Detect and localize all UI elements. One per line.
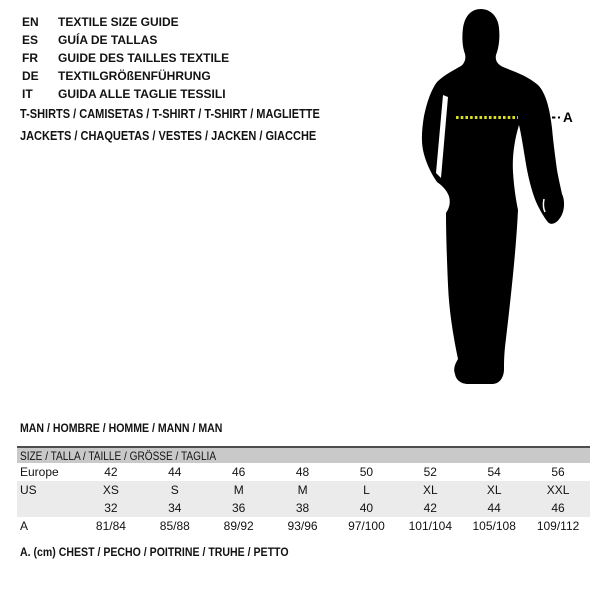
man-silhouette-diagram: [388, 0, 600, 400]
size-cell: 109/112: [536, 519, 580, 533]
language-row-en: [22, 13, 229, 31]
man-silhouette: [422, 9, 564, 384]
language-row-de: [22, 67, 229, 85]
language-code: ES: [22, 33, 39, 47]
language-title: GUIDA ALLE TAGLIE TESSILI: [58, 87, 226, 101]
size-cell: 56: [551, 465, 565, 479]
size-cell: S: [170, 483, 179, 497]
size-table-header-row: [17, 447, 590, 463]
language-list: [22, 13, 229, 103]
language-code: DE: [22, 69, 39, 83]
row-label: A: [20, 519, 29, 533]
size-table-header: SIZE / TALLA / TAILLE / GRÖSSE / TAGLIA: [17, 447, 590, 463]
size-cell: 50: [359, 465, 374, 479]
language-title: GUÍA DE TALLAS: [58, 33, 158, 47]
size-cell: M: [297, 483, 308, 497]
size-cell: 46: [232, 465, 246, 479]
table-row-chest-cm: [17, 517, 590, 535]
size-cell: 48: [295, 465, 310, 479]
table-row-us-letters: [17, 481, 590, 499]
footnote-chest-measure: A. (cm) CHEST / PECHO / POITRINE / TRUHE / PETTO: [20, 545, 289, 559]
size-cell: 38: [295, 501, 310, 515]
size-table: [17, 446, 590, 535]
category-line-jackets: JACKETS / CHAQUETAS / VESTES / JACKEN / GIACCHE: [20, 129, 317, 143]
language-title: TEXTILGRÖßENFÜHRUNG: [58, 69, 211, 83]
language-code: EN: [22, 15, 39, 29]
row-label: [17, 499, 79, 517]
language-row-it: [22, 85, 229, 103]
row-label: Europe: [20, 465, 59, 479]
size-cell: XL: [486, 483, 502, 497]
category-line-tshirts: T-SHIRTS / CAMISETAS / T-SHIRT / T-SHIRT / MAGLIETTE: [20, 107, 320, 121]
size-cell: 89/92: [223, 519, 254, 533]
size-cell: 52: [423, 465, 437, 479]
size-cell: 46: [551, 501, 565, 515]
size-cell: 81/84: [95, 519, 126, 533]
language-row-es: [22, 31, 229, 49]
language-code: IT: [22, 87, 33, 101]
size-cell: 101/104: [408, 519, 452, 533]
size-cell: 44: [168, 465, 182, 479]
size-cell: 42: [423, 501, 437, 515]
language-row-fr: [22, 49, 229, 67]
size-cell: M: [233, 483, 244, 497]
size-cell: XXL: [546, 483, 570, 497]
language-code: FR: [22, 51, 38, 65]
size-cell: 32: [104, 501, 118, 515]
size-cell: 44: [487, 501, 501, 515]
size-cell: 85/88: [159, 519, 190, 533]
size-cell: XS: [102, 483, 119, 497]
size-cell: 105/108: [472, 519, 516, 533]
table-row-us-numbers: [17, 499, 590, 517]
size-cell: 42: [104, 465, 118, 479]
size-cell: 36: [232, 501, 246, 515]
row-label: US: [20, 483, 37, 497]
language-title: TEXTILE SIZE GUIDE: [58, 15, 179, 29]
size-cell: L: [363, 483, 370, 497]
language-title: GUIDE DES TAILLES TEXTILE: [58, 51, 230, 65]
size-cell: 34: [168, 501, 182, 515]
measure-label-a: A: [563, 110, 573, 125]
section-title-man: MAN / HOMBRE / HOMME / MANN / MAN: [20, 421, 223, 435]
table-row-europe: [17, 463, 590, 481]
garment-categories: [20, 103, 361, 147]
size-cell: 97/100: [348, 519, 385, 533]
size-cell: 40: [359, 501, 374, 515]
size-cell: 54: [487, 465, 501, 479]
size-cell: XL: [422, 483, 438, 497]
size-cell: 93/96: [287, 519, 318, 533]
